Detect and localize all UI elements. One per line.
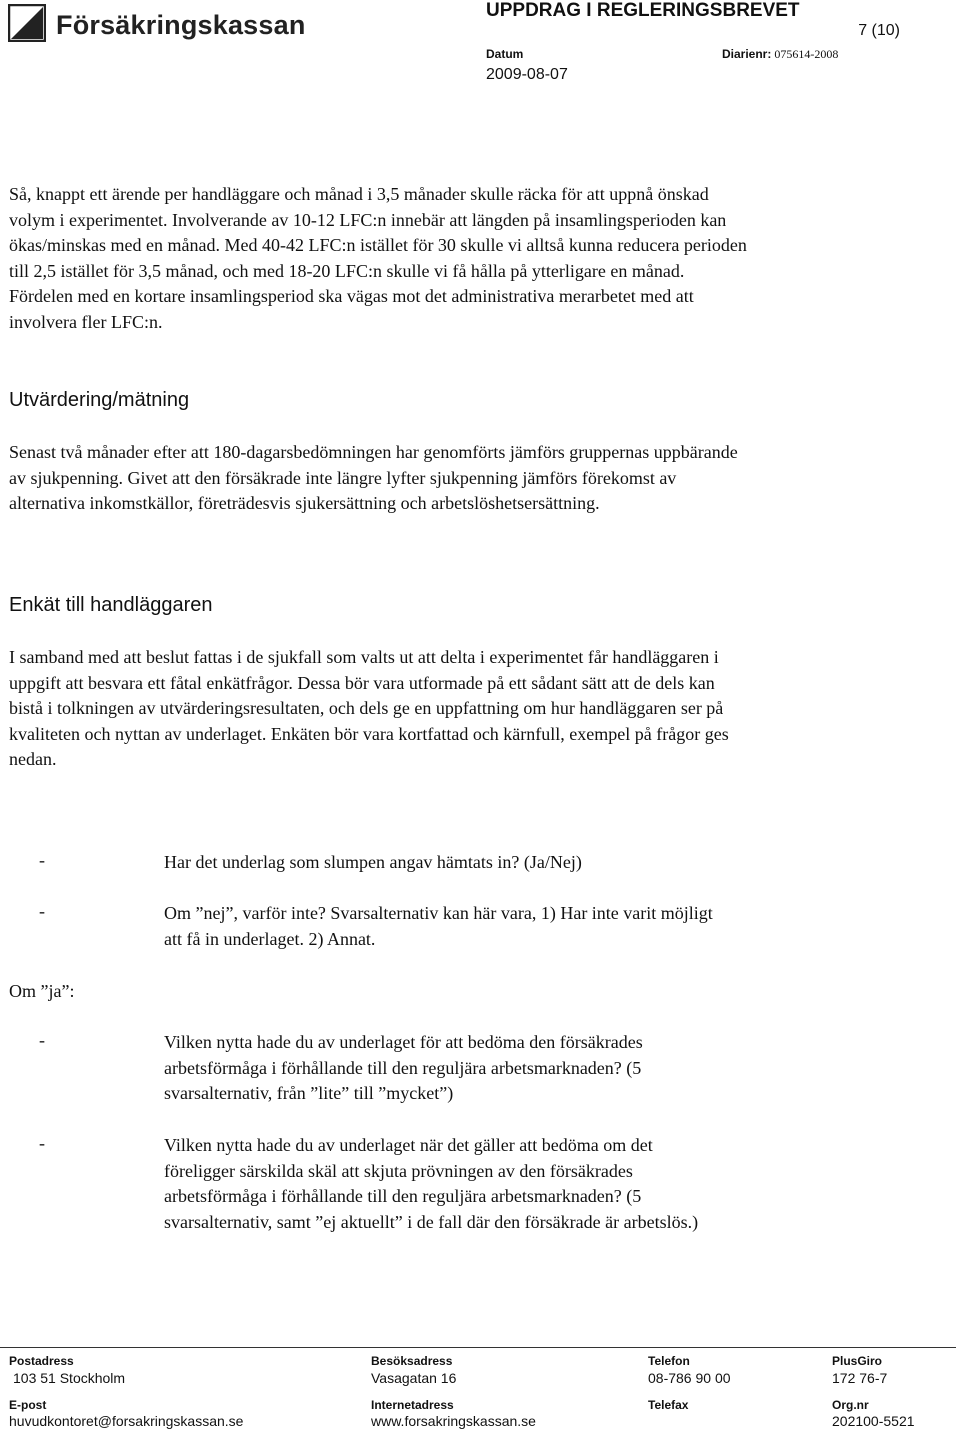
company-logo xyxy=(8,4,328,44)
list-bullet: - xyxy=(39,850,45,870)
page-number: 7 (10) xyxy=(858,22,900,39)
heading-enkat: Enkät till handläggaren xyxy=(9,594,213,616)
date-value: 2009-08-07 xyxy=(486,66,568,83)
footer-plusgiro-label: PlusGiro xyxy=(832,1354,883,1368)
question-3: Vilken nytta hade du av underlaget för att bedöma den försäkrades arbetsförmåga i förhållande till den reguljära arbetsmarknaden? (5 svarsalternativ, från ”lite” till ”mycket”) xyxy=(164,1032,643,1104)
paragraph-collection-period: Så, knappt ett ärende per handläggare och månad i 3,5 månader skulle räcka för att uppnå önskad volym i experimentet. Involverande av 10-12 LFC:n innebär att längden på insamlingsperioden kan ökas/minskas med en månad. Med 40-42 LFC:n istället för 30 skulle vi alltså kunna reducera perioden till 2,5 istället för 3,5 månad, och med 18-20 LFC:n skulle vi få hålla på ytterligare en månad. Fördelen med en kortare insamlingsperiod ska vägas mot det administrativa merarbetet med att involvera fler LFC:n. xyxy=(9,184,747,332)
footer-telefon-value: 08-786 90 00 xyxy=(648,1370,731,1386)
footer-divider xyxy=(0,1347,956,1348)
question-1: Har det underlag som slumpen angav hämtats in? (Ja/Nej) xyxy=(164,852,582,872)
list-bullet: - xyxy=(39,1133,45,1153)
paragraph-utvardering: Senast två månader efter att 180-dagarsbedömningen har genomförts jämförs gruppernas uppbärande av sjukpenning. Givet att den försäkrade inte längre lyfter sjukpenning jämförs förekomst av alternativa inkomstkällor, företrädesvis sjukersättning och arbetslöshetsersättning. xyxy=(9,442,738,514)
footer-telefon-label: Telefon xyxy=(648,1354,690,1368)
footer-postadress-label: Postadress xyxy=(9,1354,74,1368)
footer-besoksadress-value: Vasagatan 16 xyxy=(371,1370,457,1386)
document-type: UPPDRAG I REGLERINGSBREVET xyxy=(486,0,800,21)
footer-plusgiro-value: 172 76-7 xyxy=(832,1370,888,1386)
footer-postadress-value: 103 51 Stockholm xyxy=(13,1370,126,1386)
footer-besoksadress-label: Besöksadress xyxy=(371,1354,453,1368)
list-bullet: - xyxy=(39,1030,45,1050)
diarienr-label: Diarienr: xyxy=(722,47,772,61)
footer-internet-label: Internetadress xyxy=(371,1398,454,1412)
question-2: Om ”nej”, varför inte? Svarsalternativ kan här vara, 1) Har inte varit möjligt att få in underlaget. 2) Annat. xyxy=(164,903,713,949)
footer-epost-label: E-post xyxy=(9,1398,47,1412)
logo-mark-icon xyxy=(8,4,46,42)
footer-internet-value[interactable]: www.forsakringskassan.se xyxy=(371,1413,536,1429)
diarienr xyxy=(722,47,838,62)
footer-epost-value[interactable]: huvudkontoret@forsakringskassan.se xyxy=(9,1413,244,1429)
diarienr-value: 075614-2008 xyxy=(774,47,839,61)
date-label: Datum xyxy=(486,47,524,61)
list-bullet: - xyxy=(39,901,45,921)
footer-orgnr-label: Org.nr xyxy=(832,1398,869,1412)
om-ja-label: Om ”ja”: xyxy=(9,981,75,1001)
footer-telefax-label: Telefax xyxy=(648,1398,689,1412)
question-4: Vilken nytta hade du av underlaget när det gäller att bedöma om det föreligger särskilda skäl att skjuta prövningen av den försäkrades arbetsförmåga i förhållande till den reguljära arbetsmarknaden? (5 svarsalternativ, samt ”ej aktuellt” i de fall där den försäkrade är arbetslös.) xyxy=(164,1135,699,1232)
heading-utvardering: Utvärdering/mätning xyxy=(9,389,190,411)
paragraph-enkat: I samband med att beslut fattas i de sjukfall som valts ut att delta i experimentet får handläggaren i uppgift att besvara ett fåtal enkätfrågor. Dessa bör vara utformade på ett sådant sätt att de dels kan bistå i tolkningen av utvärderingsresultaten, och dels ge en uppfattning om hur handläggaren ser på kvaliteten och nyttan av underlaget. Enkäten bör vara kortfattad och kärnfull, exempel på frågor ges nedan. xyxy=(9,647,729,770)
footer-orgnr-value: 202100-5521 xyxy=(832,1413,915,1429)
logo-text: Försäkringskassan xyxy=(56,10,306,40)
